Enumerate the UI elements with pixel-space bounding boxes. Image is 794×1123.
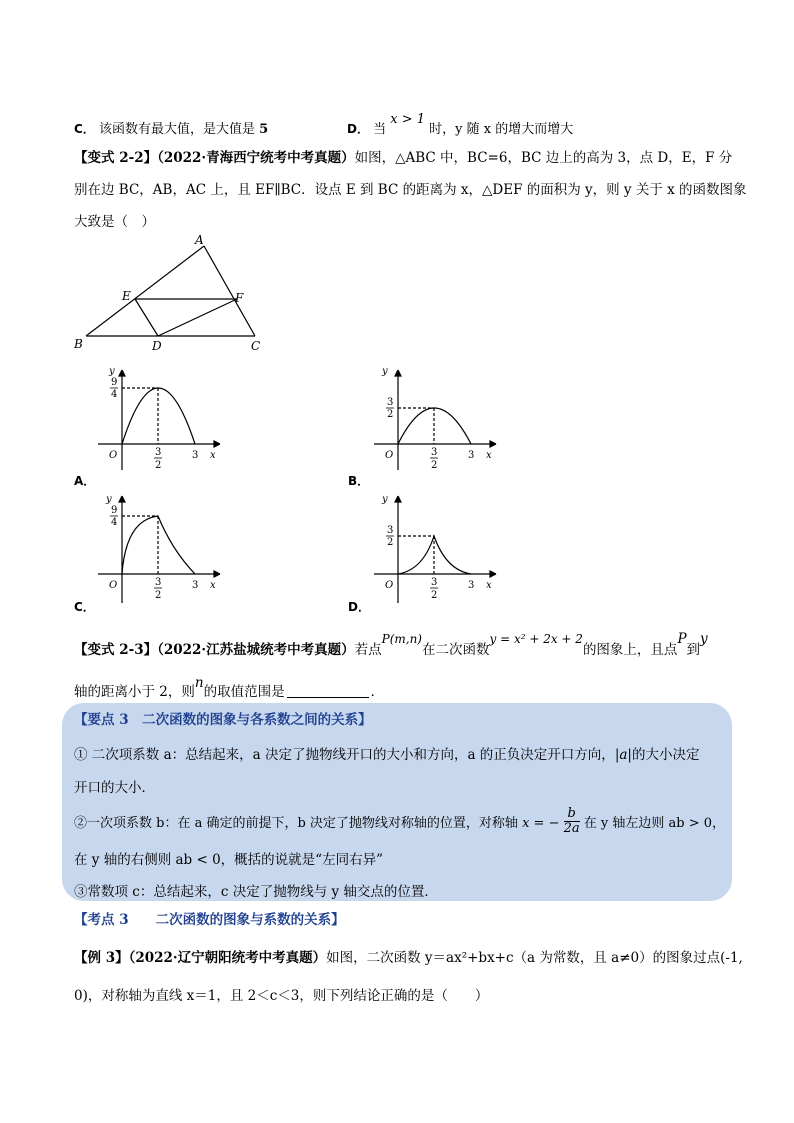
label-b: B (74, 337, 83, 351)
graph-c-ymax-den: 4 (111, 517, 118, 528)
graph-b-x-arrow (490, 441, 496, 447)
graph-d-xmax-den: 2 (431, 590, 438, 601)
example-3-source: （2022·辽宁朝阳统考中考真题） (128, 950, 327, 966)
variant-2-2-line3: 大致是（ ） (74, 214, 155, 230)
option-c-label: C． (74, 122, 95, 136)
graph-a-y-arrow (119, 370, 125, 376)
answer-blank[interactable] (287, 685, 369, 698)
label-f: F (235, 291, 244, 305)
option-c (74, 118, 268, 137)
graph-c-xmax-num: 3 (155, 577, 162, 588)
key-point-p1-c: 开口的大小． (74, 780, 155, 796)
variant-2-3-line2-b: 的取值范围是 (203, 684, 285, 700)
graph-d-y-arrow (395, 496, 401, 502)
graph-a-xmax-num: 3 (155, 447, 162, 458)
graph-b-xmax-num: 3 (431, 447, 438, 458)
side-ac (204, 246, 255, 336)
key-point-p2-lhs: x = − (522, 816, 560, 831)
graph-d-x-arrow (490, 571, 496, 577)
graph-b-origin: O (385, 450, 394, 461)
graph-b-ymax-num: 3 (387, 397, 394, 408)
variant-2-3-source: （2022·江苏盐城统考中考真题） (157, 642, 355, 658)
graph-a-x-label: x (210, 450, 216, 461)
variant-2-3-p: P (677, 631, 687, 647)
graph-d-y-label: y (382, 494, 388, 505)
graph-a (92, 362, 232, 472)
key-point-p2 (74, 806, 726, 838)
variant-2-3-line2 (74, 675, 385, 700)
variant-2-3-line2-end: ． (370, 684, 385, 700)
graph-d-origin: O (385, 580, 394, 591)
variant-2-3-text-b: 在二次函数 (421, 642, 490, 658)
option-c-text: 该函数有最大值，是大值是 (98, 122, 255, 137)
variant-2-2-tag: 【变式 2-2】 (74, 150, 158, 166)
graph-a-origin: O (109, 450, 118, 461)
option-d (347, 112, 574, 137)
variant-2-2-source: （2022·青海西宁统考中考真题） (157, 150, 355, 166)
graph-c-y-arrow (119, 496, 125, 502)
example-3-tag: 【例 3】 (74, 950, 129, 966)
graph-b-y-arrow (395, 370, 401, 376)
variant-2-3-text-a: 若点 (354, 642, 382, 658)
graph-a-xmax-den: 2 (155, 460, 162, 471)
graph-a-ymax-den: 4 (111, 389, 118, 400)
option-d-cond: x > 1 (390, 112, 426, 127)
graph-a-xend: 3 (192, 450, 199, 461)
variant-2-3-point: P(m,n) (381, 632, 422, 646)
graph-c-y-label: y (106, 494, 112, 505)
variant-2-2-line1 (74, 146, 732, 166)
graph-c-ymax-num: 9 (111, 505, 118, 516)
graph-b-xmax-den: 2 (431, 460, 438, 471)
key-point-p1-b: 的大小决定 (631, 747, 700, 763)
graph-b-ymax-den: 2 (387, 409, 394, 420)
segment-ed (135, 299, 158, 336)
variant-2-3-line1 (74, 631, 708, 658)
segment-df (158, 299, 237, 336)
option-c-graph-label: C． (74, 600, 95, 614)
graph-b (368, 362, 508, 472)
key-point-p4: ③常数项 c：总结起来，c 决定了抛物线与 y 轴交点的位置． (74, 884, 438, 900)
key-point-p1-abs: |a| (614, 747, 632, 763)
label-c: C (251, 339, 261, 353)
key-point-p1 (74, 743, 699, 763)
graph-b-x-label: x (486, 450, 492, 461)
graph-b-xend: 3 (468, 450, 475, 461)
variant-2-3-y: y (700, 631, 708, 647)
graph-c-x-arrow (214, 571, 220, 577)
graph-c-origin: O (109, 580, 118, 591)
key-point-p2-den: 2a (563, 821, 580, 836)
variant-2-3-text-d: 到 (686, 642, 701, 658)
graph-c-x-label: x (210, 580, 216, 591)
graph-c-curve (122, 516, 195, 574)
graph-d (368, 490, 508, 605)
graph-d-ymax-den: 2 (387, 537, 394, 548)
graph-b-y-label: y (382, 366, 388, 377)
label-a: A (195, 233, 204, 247)
key-point-p2-b: 在 y 轴左边则 ab > 0， (583, 816, 726, 831)
graph-c-xend: 3 (192, 580, 199, 591)
key-point-p2-a: ②一次项系数 b：在 a 确定的前提下，b 决定了抛物线对称轴的位置，对称轴 (74, 816, 518, 831)
graph-d-xmax-num: 3 (431, 577, 438, 588)
graph-c (92, 490, 232, 605)
variant-2-2-line2: 别在边 BC，AB，AC 上，且 EF∥BC．设点 E 到 BC 的距离为 x，△DEF 的面积为 y，则 y 关于 x 的函数图象 (74, 182, 747, 198)
exam-point-title: 【考点 3 二次函数的图象与系数的关系】 (74, 912, 345, 928)
graph-d-x-label: x (486, 580, 492, 591)
option-d-suffix: 时，y 随 x 的增大而增大 (429, 122, 574, 137)
graph-c-xmax-den: 2 (155, 590, 162, 601)
key-point-box (62, 703, 732, 901)
variant-2-3-tag: 【变式 2-3】 (74, 642, 158, 658)
variant-2-3-func: y = x² + 2x + 2 (489, 632, 583, 646)
triangle-figure (70, 232, 270, 357)
key-point-title: 【要点 3 二次函数的图象与各系数之间的关系】 (74, 712, 372, 728)
example-3-line1 (74, 946, 743, 966)
graph-a-y-label: y (109, 366, 115, 377)
option-c-value: 5 (259, 122, 269, 137)
label-d: D (152, 339, 162, 353)
label-e: E (122, 289, 131, 303)
variant-2-3-text-c: 的图象上，且点 (582, 642, 678, 658)
graph-a-x-arrow (214, 441, 220, 447)
option-b-label: B． (348, 474, 370, 488)
key-point-p2-num: b (564, 807, 580, 822)
graph-d-xend: 3 (468, 580, 475, 591)
example-3-text1: 如图，二次函数 y＝ax²+bx+c（a 为常数，且 a≠0）的图象过点(-1, (326, 950, 743, 966)
key-point-p2-fraction (564, 807, 580, 836)
variant-2-2-text1: 如图，△ABC 中，BC=6，BC 边上的高为 3，点 D，E，F 分 (354, 150, 733, 166)
key-point-p1-a: ① 二次项系数 a：总结起来，a 决定了抛物线开口的大小和方向，a 的正负决定开口方向， (74, 747, 615, 763)
variant-2-3-line2-a: 轴的距离小于 2，则 (74, 684, 195, 700)
graph-a-ymax-num: 9 (111, 377, 118, 388)
option-d-label: D． (347, 122, 369, 136)
option-d-graph-label: D． (348, 600, 370, 614)
option-a-label: A． (74, 474, 96, 488)
example-3-line2: 0)，对称轴为直线 x＝1，且 2＜c＜3，则下列结论正确的是（ ） (74, 988, 489, 1004)
option-d-prefix: 当 (373, 122, 387, 137)
variant-2-3-n: n (194, 675, 204, 691)
graph-d-ymax-num: 3 (387, 525, 394, 536)
key-point-p3: 在 y 轴的右侧则 ab < 0，概括的说就是“左同右异” (74, 852, 383, 868)
